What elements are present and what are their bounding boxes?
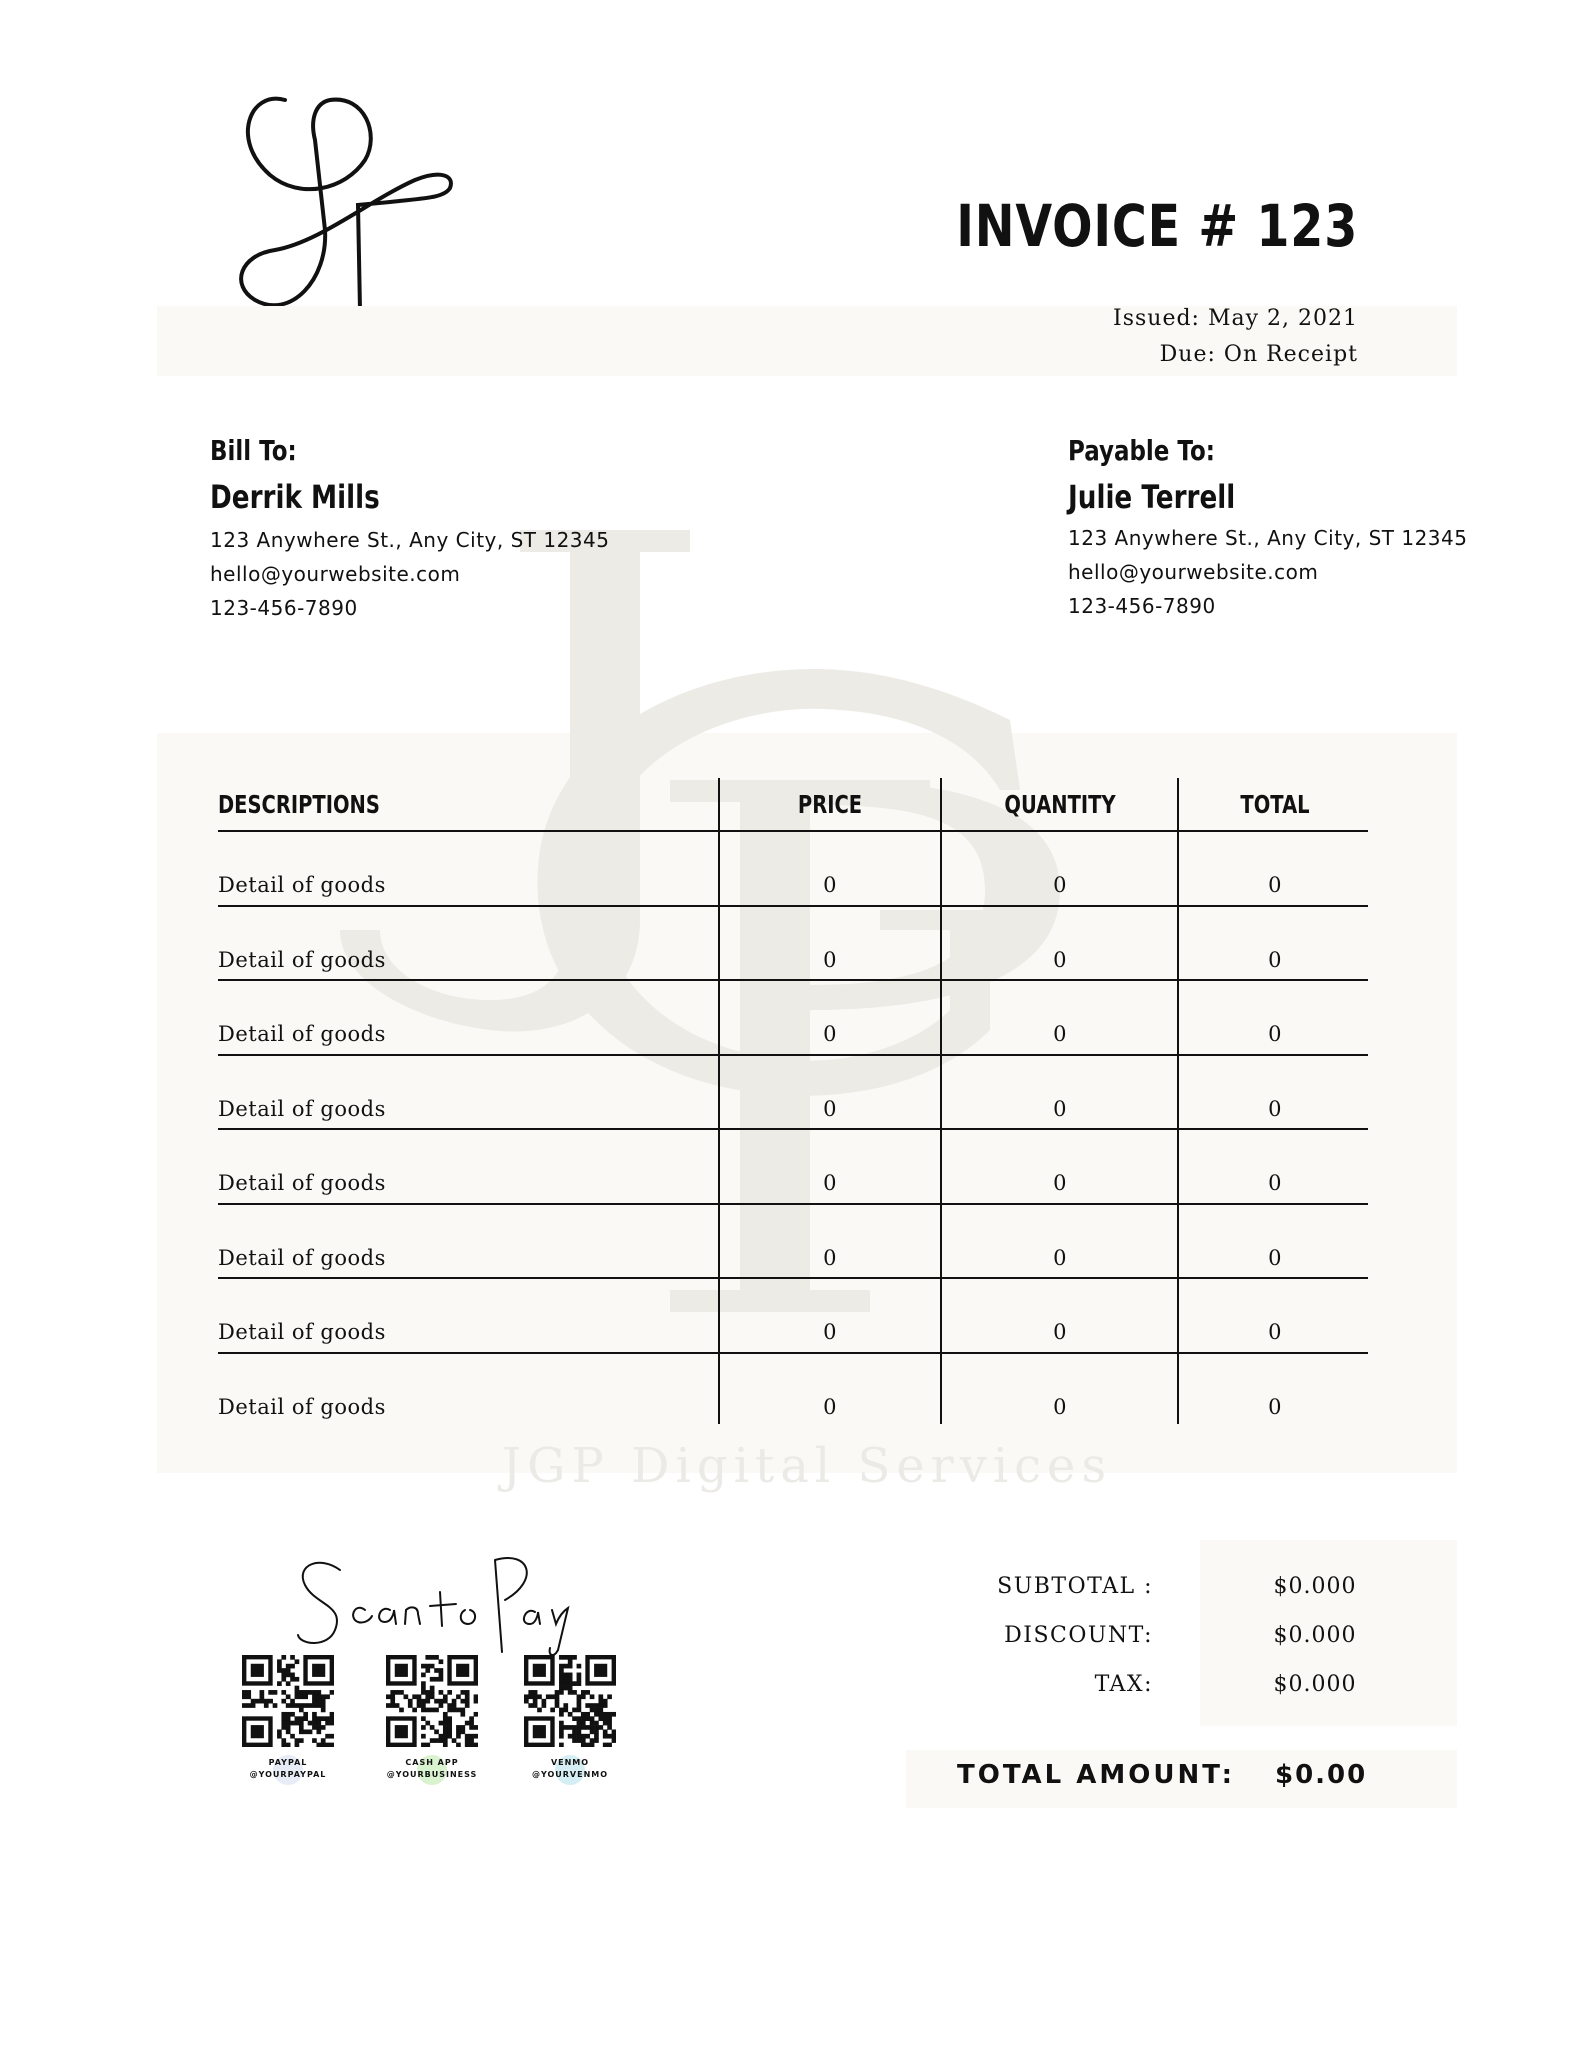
row-description: Detail of goods <box>218 947 386 972</box>
bill-to-email: hello@yourwebsite.com <box>210 562 461 586</box>
tax-value: $0.000 <box>1273 1672 1357 1697</box>
payable-to-email: hello@yourwebsite.com <box>1068 560 1319 584</box>
header-total: TOTAL <box>1240 790 1310 819</box>
row-divider <box>218 1203 1368 1205</box>
row-divider <box>218 1054 1368 1056</box>
payment-method-handle: @YOURBUSINESS <box>386 1770 478 1779</box>
row-price: 0 <box>823 1394 837 1419</box>
row-quantity: 0 <box>1053 1022 1067 1046</box>
row-price: 0 <box>823 1320 837 1344</box>
payable-to-name: Julie Terrell <box>1068 478 1236 516</box>
jt-monogram-logo <box>230 80 490 330</box>
bill-to-name: Derrik Mills <box>210 478 380 516</box>
row-price: 0 <box>823 947 837 972</box>
bill-to-address: 123 Anywhere St., Any City, ST 12345 <box>210 528 610 552</box>
row-description: Detail of goods <box>218 1245 386 1270</box>
row-description: Detail of goods <box>218 1096 386 1121</box>
header-quantity: QUANTITY <box>1004 790 1116 819</box>
issued-date: Issued: May 2, 2021 <box>1113 306 1358 331</box>
row-quantity: 0 <box>1053 1394 1067 1419</box>
scan-to-pay-script <box>290 1540 580 1660</box>
payable-to-label: Payable To: <box>1068 434 1215 467</box>
row-price: 0 <box>823 873 837 897</box>
payment-method-handle: @YOURPAYPAL <box>249 1770 327 1779</box>
row-description: Detail of goods <box>218 1394 386 1419</box>
row-divider <box>218 830 1368 832</box>
payable-to-phone: 123-456-7890 <box>1068 594 1216 618</box>
row-price: 0 <box>823 1096 837 1121</box>
total-amount-label: TOTAL AMOUNT: <box>957 1760 1235 1790</box>
row-quantity: 0 <box>1053 947 1067 972</box>
row-quantity: 0 <box>1053 1171 1067 1195</box>
payment-method-handle: @YOURVENMO <box>531 1770 609 1779</box>
discount-value: $0.000 <box>1273 1623 1357 1648</box>
bill-to-phone: 123-456-7890 <box>210 596 358 620</box>
row-divider <box>218 979 1368 981</box>
discount-label: DISCOUNT: <box>1004 1623 1153 1648</box>
row-total: 0 <box>1268 1245 1282 1270</box>
row-price: 0 <box>823 1022 837 1046</box>
row-quantity: 0 <box>1053 1096 1067 1121</box>
row-divider <box>218 905 1368 907</box>
row-total: 0 <box>1268 1171 1282 1195</box>
row-price: 0 <box>823 1171 837 1195</box>
row-total: 0 <box>1268 947 1282 972</box>
payable-to-address: 123 Anywhere St., Any City, ST 12345 <box>1068 526 1468 550</box>
payment-method-name: PAYPAL <box>268 1758 308 1767</box>
total-amount-value: $0.00 <box>1275 1760 1368 1790</box>
tax-label: TAX: <box>1094 1672 1153 1697</box>
row-description: Detail of goods <box>218 873 386 897</box>
qr-code-icon[interactable] <box>386 1655 478 1747</box>
row-total: 0 <box>1268 1394 1282 1419</box>
invoice-title: INVOICE # 123 <box>956 192 1358 260</box>
subtotal-label: SUBTOTAL : <box>997 1574 1153 1599</box>
payment-method-name: VENMO <box>550 1758 590 1767</box>
row-description: Detail of goods <box>218 1320 386 1344</box>
header-price: PRICE <box>797 790 863 819</box>
row-divider <box>218 1128 1368 1130</box>
qr-code-icon[interactable] <box>524 1655 616 1747</box>
bill-to-label: Bill To: <box>210 434 297 467</box>
row-quantity: 0 <box>1053 873 1067 897</box>
row-total: 0 <box>1268 1096 1282 1121</box>
watermark-company-name: JGP Digital Services <box>501 1438 1113 1494</box>
header-descriptions: DESCRIPTIONS <box>218 790 380 819</box>
row-divider <box>218 1352 1368 1354</box>
row-total: 0 <box>1268 1022 1282 1046</box>
row-quantity: 0 <box>1053 1320 1067 1344</box>
row-quantity: 0 <box>1053 1245 1067 1270</box>
row-description: Detail of goods <box>218 1171 386 1195</box>
row-divider <box>218 1277 1368 1279</box>
row-total: 0 <box>1268 873 1282 897</box>
subtotal-value: $0.000 <box>1273 1574 1357 1599</box>
payment-method-name: CASH APP <box>405 1758 459 1767</box>
row-price: 0 <box>823 1245 837 1270</box>
due-date: Due: On Receipt <box>1159 342 1358 367</box>
row-total: 0 <box>1268 1320 1282 1344</box>
row-description: Detail of goods <box>218 1022 386 1046</box>
qr-code-icon[interactable] <box>242 1655 334 1747</box>
